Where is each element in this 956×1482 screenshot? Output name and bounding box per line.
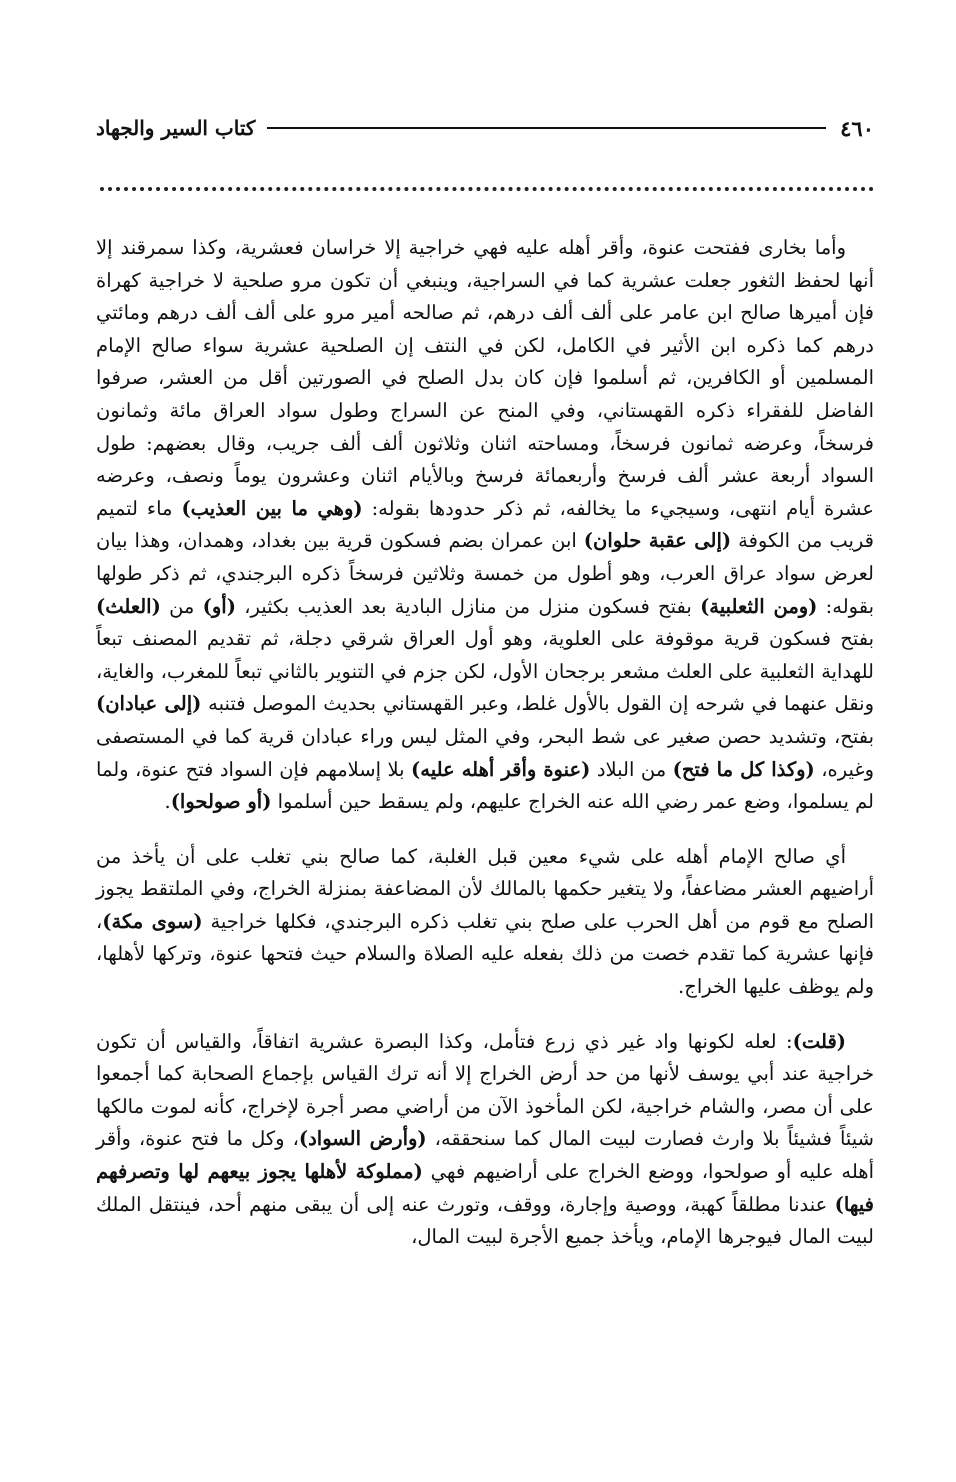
text-segment: بفتح فسكون منزل من منازل البادية بعد العذيب بكثير، [235,594,701,618]
text-segment-bold: (سوى مكة) [102,909,203,933]
text-segment-bold: (أو صولحوا) [170,790,272,814]
text-segment: من البلاد [590,757,673,781]
paragraph-1 [96,232,874,819]
text-segment-bold: (العلث) [96,594,161,618]
page-header [96,112,874,144]
text-segment-bold: (عنوة وأقر أهله عليه) [411,757,591,781]
text-segment: ابن عمران بضم فسكون قرية بين بغداد، وهمدان، وهذا بيان لعرض سواد عراق العرب، وهو أطول من خمسة وثلاثين فرسخاً ذكره البرجندي، ثم ذكر طولها بقوله: [96,529,875,618]
text-segment: : لعله لكونها واد غير ذي زرع فتأمل، وكذا البصرة عشرية اتفاقاً، والقياس أن تكون خراجية عند أبي يوسف لأنها من حد أرض الخراج إلا أنه ترك القياس بإجماع الصحابة كما أجمعوا على أن مصر، والشام خراجية، لكن المأخوذ الآن من أراضي مصر أجرة لإخراج، كأنه لموت مالكها شيئاً فشيئاً بلا وارث فصارت لبيت المال كما سنحققه، [96,1029,874,1151]
text-segment-bold: (أو) [202,594,236,618]
page-number: ٤٦٠ [840,115,874,141]
text-segment: أي صالح الإمام أهله على شيء معين قبل الغلبة، كما صالح بني تغلب على أن يأخذ من أراضيهم العشر مضاعفاً، ولا يتغير حكمها بالمالك لأن المضاعفة بمنزلة الخراج، وفي الملتقط يجوز الصلح مع قوم من أهل الحرب على صلح بني تغلب ذكره البرجندي، فكلها خراجية [96,844,874,933]
text-segment: . [164,790,171,814]
text-segment: بفتح فسكون قرية موقوفة على العلوية، وهو أول العراق شرقي دجلة، ثم تقديم المصنف تبعاً للهداية الثعلبية على العلث مشعر برجحان الأول، لكن جزم في التنوير بالثاني تبعاً للمغرب، والغاية، ونقل عنهما في شرحه إن القول بالأول غلط، وعبر القهستاني بحديث الموصل فتنبه [96,627,874,716]
text-segment-bold: (وكذا كل ما فتح) [672,757,815,781]
body-text [96,232,874,1254]
dotted-separator [100,187,874,191]
paragraph-3 [96,1026,874,1254]
text-segment-bold: (وأرض السواد) [298,1127,427,1151]
text-segment-bold: (قلت) [792,1029,846,1053]
text-segment: وأما بخارى ففتحت عنوة، وأقر أهله عليه فهي خراجية إلا خراسان فعشرية، وكذا سمرقند إلا أنها لحفظ الثغور جعلت عشرية كما في السراجية، وينبغي أن تكون مرو صلحية لا خراجية كهراة فإن أميرها صالح ابن عامر على ألف ألف درهم، ثم صالحه أمير مرو على ألف ألف درهم ومائتي درهم كما ذكره ابن الأثير في الكامل، لكن في النتف إن الصلحية عشرية سواء صالح الإمام المسلمين أو الكافرين، ثم أسلموا فإن كان بدل الصلح في الصورتين أقل من العشر، صرفوا الفاضل للفقراء ذكره القهستاني، وفي المنح عن السراج وطول سواد العراق مائة وثمانون فرسخاً، وعرضه ثمانون فرسخاً، ومساحته اثنان وثلاثون ألف ألف جريب، وقال بعضهم: طول السواد أربعة عشر ألف فرسخ وأربعمائة فرسخ وبالأيام اثنان وعشرون يوماً ونصف، وعرضه عشرة أيام انتهى، وسيجيء ما يخالفه، ثم ذكر حدودها بقوله: [96,236,874,520]
text-segment: بفتح، وتشديد حصن صغير عى شط البحر، وفي المثل ليس وراء عبادان قرية كما في المستصفى وغيره، [96,724,875,781]
text-segment-bold: (مملوكة لأهلها يجوز بيعهم لها وتصرفهم فيها) [96,1160,874,1216]
text-segment: ماء لتميم قريب من الكوفة [96,496,874,553]
text-segment: ، فإنها عشرية كما تقدم خصت من ذلك بفعله عليه الصلاة والسلام حيث فتحها عنوة، وتركها لأهلها، ولم يوظف عليها الخراج. [96,909,874,999]
header-rule [267,127,826,129]
text-segment: من [160,594,203,618]
text-segment-bold: (ومن الثعلبية) [700,594,818,618]
running-title: كتاب السير والجهاد [96,116,256,140]
text-segment: عندنا مطلقاً كهبة، ووصية وإجارة، ووقف، وتورث عنه إلى أن يبقى منهم أحد، فينتقل الملك لبيت المال فيوجرها الإمام، ويأخذ جميع الأجرة لبيت المال، [96,1192,874,1249]
text-segment-bold: (وهي ما بين العذيب) [181,496,363,520]
paragraph-2 [96,841,874,1004]
text-segment: ، وكل ما فتح عنوة، وأقر أهله عليه أو صولحوا، ووضع الخراج على أراضيهم فهي [96,1127,874,1184]
text-segment-bold: (إلى عقبة حلوان) [583,529,732,553]
text-segment-bold: (إلى عبادان) [96,692,202,716]
text-segment: بلا إسلامهم فإن السواد فتح عنوة، ولما لم يسلموا، وضع عمر رضي الله عنه الخراج عليهم، ولم يسقط حين أسلموا [96,757,874,814]
